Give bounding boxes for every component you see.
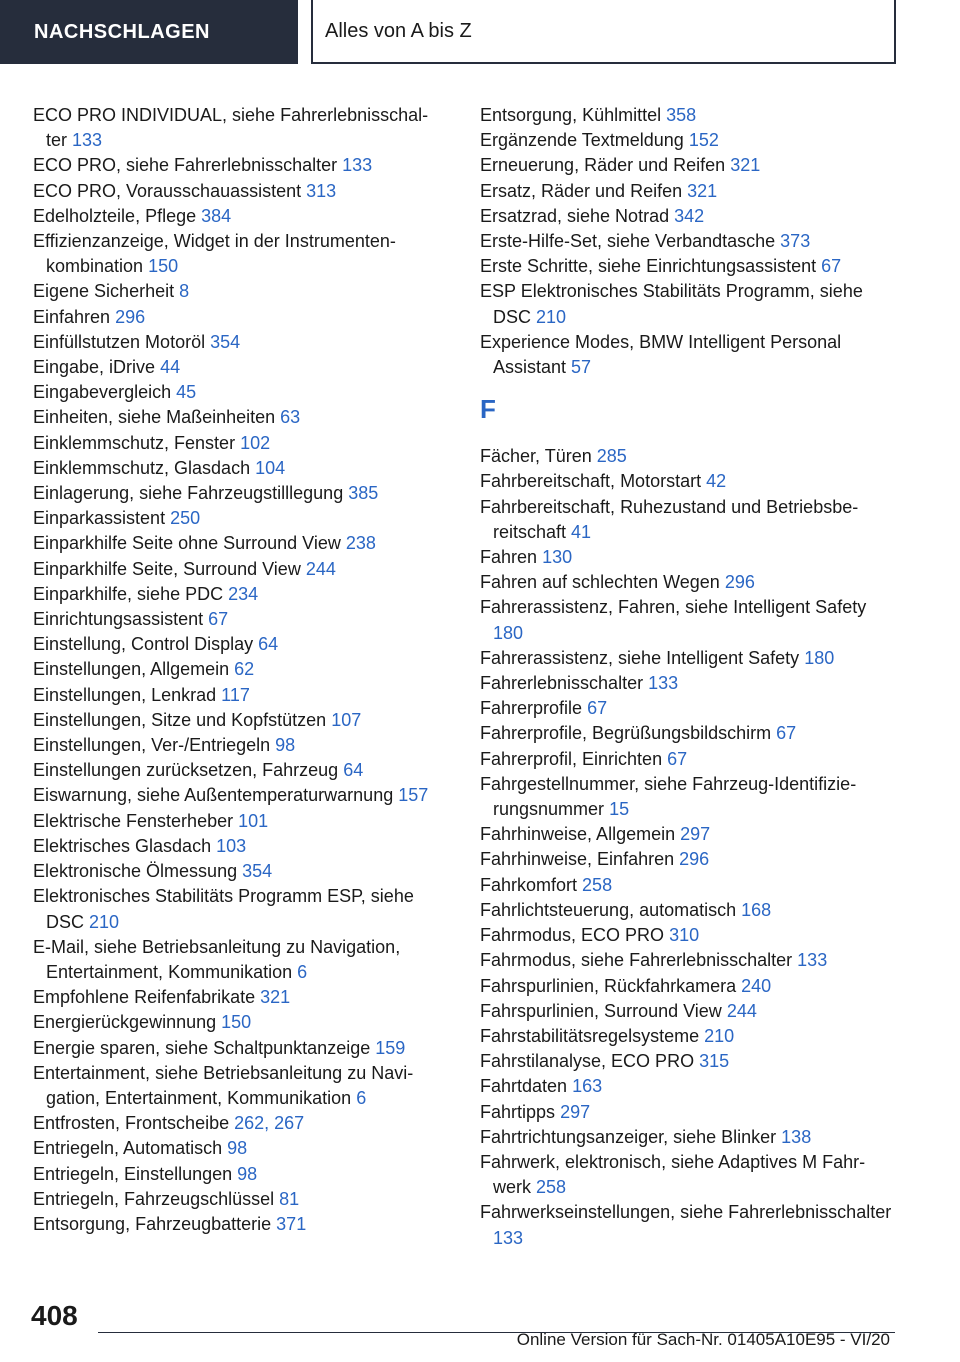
index-entry-term: Fahrgestellnummer, siehe Fahrzeug-Identifizierungsnummer bbox=[480, 773, 857, 820]
index-entry bbox=[33, 1136, 443, 1161]
page-reference-link[interactable]: 133 bbox=[342, 155, 373, 176]
page-reference-link[interactable]: 321 bbox=[730, 155, 761, 176]
index-entry bbox=[33, 279, 443, 304]
index-entry-term: Fahrmodus, siehe Fahrerlebnisschalter bbox=[480, 950, 793, 971]
index-entry-term: Fahrspurlinien, Rückfahrkamera bbox=[480, 975, 737, 996]
page-reference-link[interactable]: 98 bbox=[237, 1163, 258, 1184]
index-entry bbox=[480, 671, 892, 696]
index-entry bbox=[480, 179, 892, 204]
index-entry bbox=[480, 1200, 892, 1250]
index-entry bbox=[480, 204, 892, 229]
index-entry bbox=[33, 305, 443, 330]
index-entry-term: Empfohlene Reifenfabrikate bbox=[33, 987, 256, 1008]
index-entry bbox=[33, 557, 443, 582]
page-reference-link[interactable]: 240 bbox=[741, 975, 772, 996]
page-reference-link[interactable]: 67 bbox=[776, 723, 797, 744]
index-entry-term: E-Mail, siehe Betriebsanleitung zu Navigation, Entertainment, Kommunikation bbox=[33, 936, 401, 982]
letter-heading-f: F bbox=[480, 394, 496, 425]
index-entry bbox=[33, 531, 443, 556]
page-reference-link[interactable]: 133 bbox=[797, 950, 828, 971]
page-reference-link[interactable]: 64 bbox=[343, 760, 364, 781]
page-reference-link[interactable]: 258 bbox=[536, 1177, 567, 1198]
index-column-left bbox=[33, 103, 443, 1237]
page-reference-link[interactable]: 210 bbox=[536, 306, 567, 327]
index-entry bbox=[33, 506, 443, 531]
index-entry bbox=[33, 456, 443, 481]
page-reference-link[interactable]: 244 bbox=[305, 558, 336, 579]
index-entry bbox=[480, 229, 892, 254]
page-reference-link[interactable]: 285 bbox=[596, 446, 627, 467]
page-reference-link[interactable]: 262, 267 bbox=[234, 1113, 305, 1134]
index-entry bbox=[480, 923, 892, 948]
index-entry-term: Einparkassistent bbox=[33, 508, 166, 529]
index-entry-term: Entriegeln, Automatisch bbox=[33, 1138, 223, 1159]
page-reference-link[interactable]: 234 bbox=[228, 583, 259, 604]
index-entry bbox=[480, 1024, 892, 1049]
index-entry-term: Fächer, Türen bbox=[480, 446, 592, 467]
index-entry-term: Fahren auf schlechten Wegen bbox=[480, 572, 720, 593]
index-entry bbox=[33, 431, 443, 456]
index-entry-term: Entsorgung, Fahrzeugbatterie bbox=[33, 1213, 272, 1234]
page-reference-link[interactable]: 104 bbox=[255, 457, 286, 478]
index-entry-term: Einklemmschutz, Fenster bbox=[33, 432, 236, 453]
page-reference-link[interactable]: 6 bbox=[297, 961, 308, 982]
index-entry bbox=[480, 1125, 892, 1150]
page-reference-link[interactable]: 67 bbox=[667, 748, 688, 769]
index-entry-term: Experience Modes, BMW Intelligent Personal Assistant bbox=[480, 331, 842, 378]
index-entry-term: Fahrkomfort bbox=[480, 874, 578, 895]
index-entry bbox=[33, 103, 443, 153]
index-entry-term: Entsorgung, Kühlmittel bbox=[480, 105, 662, 125]
index-entry-term: Fahrerlebnisschalter bbox=[480, 673, 644, 694]
index-entry-term: Einklemmschutz, Glasdach bbox=[33, 457, 251, 478]
page-reference-link[interactable]: 210 bbox=[704, 1025, 735, 1046]
page-reference-link[interactable]: 297 bbox=[560, 1101, 591, 1122]
page-reference-link[interactable]: 296 bbox=[115, 306, 146, 327]
index-entry bbox=[33, 834, 443, 859]
index-entry-term: Erste Schritte, siehe Einrichtungsassistent bbox=[480, 256, 817, 277]
page-reference-link[interactable]: 258 bbox=[582, 874, 613, 895]
index-entry-term: ESP Elektronisches Stabilitäts Programm, siehe DSC bbox=[480, 281, 863, 327]
page-reference-link[interactable]: 244 bbox=[726, 1000, 757, 1021]
page-reference-link[interactable]: 238 bbox=[345, 533, 376, 554]
page-reference-link[interactable]: 42 bbox=[706, 471, 727, 492]
index-entry bbox=[33, 607, 443, 632]
index-entry-term: Fahrlichtsteuerung, automatisch bbox=[480, 899, 737, 920]
page-reference-link[interactable]: 296 bbox=[724, 572, 755, 593]
index-entry-term: Einstellungen, Ver-/Entriegeln bbox=[33, 735, 271, 756]
index-entry-term: Einfahren bbox=[33, 306, 111, 327]
index-entry-term: Entfrosten, Frontscheibe bbox=[33, 1113, 230, 1134]
index-entry bbox=[480, 153, 892, 178]
index-entry bbox=[33, 229, 443, 279]
index-entry bbox=[33, 582, 443, 607]
index-entry-term: Fahrerprofile bbox=[480, 698, 583, 719]
index-entry-term: Elektronisches Stabilitäts Programm ESP, siehe DSC bbox=[33, 886, 414, 932]
index-entry-term: Energie sparen, siehe Schaltpunktanzeige bbox=[33, 1037, 371, 1058]
index-entry bbox=[480, 495, 892, 545]
index-entry-term: Eiswarnung, siehe Außentemperaturwarnung bbox=[33, 785, 394, 806]
index-entry bbox=[480, 254, 892, 279]
index-entry-term: ECO PRO, Vorausschauassistent bbox=[33, 180, 302, 201]
page-reference-link[interactable]: 133 bbox=[648, 673, 679, 694]
index-entry bbox=[480, 847, 892, 872]
page-reference-link[interactable]: 152 bbox=[688, 130, 719, 151]
index-entry-term: Fahrbereitschaft, Ruhezustand und Betriebsbereitschaft bbox=[480, 496, 859, 542]
index-entry bbox=[480, 1074, 892, 1099]
page-reference-link[interactable]: 297 bbox=[680, 824, 711, 845]
index-entry bbox=[33, 859, 443, 884]
index-entry bbox=[33, 985, 443, 1010]
index-entry-term: ECO PRO, siehe Fahrerlebnisschalter bbox=[33, 155, 338, 176]
index-entry bbox=[33, 657, 443, 682]
index-entry-term: Fahrhinweise, Einfahren bbox=[480, 849, 675, 870]
index-entry-term: Edelholzteile, Pflege bbox=[33, 205, 197, 226]
page-reference-link[interactable]: 180 bbox=[493, 622, 524, 643]
index-entry bbox=[33, 481, 443, 506]
index-entry bbox=[33, 1061, 443, 1111]
index-entry bbox=[480, 822, 892, 847]
index-entry-term: Fahrstabilitätsregelsysteme bbox=[480, 1025, 700, 1046]
index-entry bbox=[480, 898, 892, 923]
page-reference-link[interactable]: 67 bbox=[587, 698, 608, 719]
index-entry-term: Ergänzende Textmeldung bbox=[480, 130, 684, 151]
index-entry-term: Eigene Sicherheit bbox=[33, 281, 175, 302]
page-reference-link[interactable]: 315 bbox=[699, 1051, 730, 1072]
page-number: 408 bbox=[31, 1300, 78, 1331]
index-entry bbox=[480, 772, 892, 822]
index-entry bbox=[480, 1150, 892, 1200]
index-entry bbox=[33, 783, 443, 808]
page-reference-link[interactable]: 371 bbox=[276, 1213, 307, 1234]
index-entry-term: Fahrerprofil, Einrichten bbox=[480, 748, 663, 769]
page-reference-link[interactable]: 321 bbox=[260, 987, 291, 1008]
index-entry bbox=[480, 646, 892, 671]
index-entry bbox=[33, 758, 443, 783]
page-reference-link[interactable]: 310 bbox=[669, 925, 700, 946]
page-reference-link[interactable]: 157 bbox=[398, 785, 429, 806]
index-entry bbox=[480, 103, 892, 128]
page-reference-link[interactable]: 130 bbox=[542, 547, 573, 568]
index-entry bbox=[480, 469, 892, 494]
page-reference-link[interactable]: 358 bbox=[666, 105, 697, 125]
page-reference-link[interactable]: 373 bbox=[780, 231, 811, 252]
page-reference-link[interactable]: 342 bbox=[674, 205, 705, 226]
index-entry bbox=[33, 380, 443, 405]
page-reference-link[interactable]: 385 bbox=[348, 483, 379, 504]
index-entry-term: Fahrwerkseinstellungen, siehe Fahrerlebnisschalter bbox=[480, 1202, 892, 1223]
page-reference-link[interactable]: 67 bbox=[821, 256, 842, 277]
page-reference-link[interactable]: 103 bbox=[216, 835, 247, 856]
index-entry bbox=[480, 1100, 892, 1125]
index-entry bbox=[33, 884, 443, 934]
index-entry bbox=[33, 809, 443, 834]
index-entry bbox=[33, 330, 443, 355]
index-entry bbox=[33, 1162, 443, 1187]
page-reference-link[interactable]: 117 bbox=[221, 684, 250, 705]
page-reference-link[interactable]: 163 bbox=[572, 1076, 603, 1097]
index-entry-term: Fahrbereitschaft, Motorstart bbox=[480, 471, 702, 492]
index-entry-term: Entriegeln, Einstellungen bbox=[33, 1163, 233, 1184]
page-reference-link[interactable]: 133 bbox=[493, 1227, 524, 1248]
page-reference-link[interactable]: 296 bbox=[679, 849, 710, 870]
index-entry-term: ECO PRO INDIVIDUAL, siehe Fahrerlebnisschalter bbox=[33, 105, 429, 151]
page-reference-link[interactable]: 354 bbox=[242, 861, 273, 882]
index-entry bbox=[480, 279, 892, 329]
section-tab: NACHSCHLAGEN bbox=[0, 0, 298, 64]
page-reference-link[interactable]: 133 bbox=[72, 130, 103, 151]
index-entry-term: Fahrtipps bbox=[480, 1101, 556, 1122]
index-entry bbox=[33, 204, 443, 229]
online-version-note: Online Version für Sach-Nr. 01405A10E95 - VI/20 bbox=[516, 1330, 890, 1349]
page-reference-link[interactable]: 6 bbox=[356, 1087, 367, 1108]
page-reference-link[interactable]: 102 bbox=[240, 432, 271, 453]
index-entry bbox=[33, 683, 443, 708]
index-entry bbox=[480, 974, 892, 999]
page-reference-link[interactable]: 98 bbox=[275, 735, 296, 756]
page-reference-link[interactable]: 168 bbox=[741, 899, 772, 920]
index-entry bbox=[33, 632, 443, 657]
index-entry bbox=[33, 708, 443, 733]
index-entry-term: Entriegeln, Fahrzeugschlüssel bbox=[33, 1188, 275, 1209]
page-reference-link[interactable]: 101 bbox=[238, 810, 269, 831]
index-entry-term: Einrichtungsassistent bbox=[33, 609, 204, 630]
index-entry bbox=[33, 1111, 443, 1136]
page-reference-link[interactable]: 159 bbox=[375, 1037, 406, 1058]
index-entry-term: Elektrische Fensterheber bbox=[33, 810, 234, 831]
index-entry-term: Einfüllstutzen Motoröl bbox=[33, 331, 206, 352]
index-entry bbox=[480, 128, 892, 153]
index-entry bbox=[33, 733, 443, 758]
index-entry bbox=[480, 444, 892, 469]
index-entry bbox=[480, 873, 892, 898]
index-entry-term: Fahrstilanalyse, ECO PRO bbox=[480, 1051, 695, 1072]
page-reference-link[interactable]: 250 bbox=[170, 508, 201, 529]
index-entry-term: Einheiten, siehe Maßeinheiten bbox=[33, 407, 276, 428]
index-entry-term: Erste-Hilfe-Set, siehe Verbandtasche bbox=[480, 231, 776, 252]
page-reference-link[interactable]: 67 bbox=[208, 609, 229, 630]
index-entry bbox=[480, 330, 892, 380]
index-entry-term: Fahrerassistenz, Fahren, siehe Intelligent Safety bbox=[480, 597, 867, 618]
index-entry bbox=[480, 696, 892, 721]
page-reference-link[interactable]: 354 bbox=[210, 331, 241, 352]
page-reference-link[interactable]: 63 bbox=[280, 407, 301, 428]
page-reference-link[interactable]: 81 bbox=[279, 1188, 300, 1209]
index-entry bbox=[33, 1212, 443, 1237]
index-entry bbox=[480, 721, 892, 746]
index-column-right bbox=[480, 103, 892, 1251]
index-entry bbox=[33, 153, 443, 178]
page-reference-link[interactable]: 150 bbox=[221, 1012, 252, 1033]
index-entry bbox=[480, 545, 892, 570]
index-entry bbox=[33, 355, 443, 380]
index-entry-term: Fahrtdaten bbox=[480, 1076, 568, 1097]
index-entry bbox=[480, 595, 892, 645]
page-reference-link[interactable]: 321 bbox=[687, 180, 718, 201]
page-reference-link[interactable]: 150 bbox=[148, 256, 179, 277]
index-entry bbox=[480, 570, 892, 595]
index-entry-term: Einparkhilfe Seite, Surround View bbox=[33, 558, 301, 579]
index-entry bbox=[33, 1036, 443, 1061]
index-entry-term: Fahrerassistenz, siehe Intelligent Safety bbox=[480, 647, 800, 668]
index-entry-term: Elektronische Ölmessung bbox=[33, 861, 238, 882]
index-entry-term: Einlagerung, siehe Fahrzeugstilllegung bbox=[33, 483, 344, 504]
index-entry-term: Fahrerprofile, Begrüßungsbildschirm bbox=[480, 723, 772, 744]
index-entry-term: Fahrhinweise, Allgemein bbox=[480, 824, 676, 845]
index-entry-term: Fahrwerk, elektronisch, siehe Adaptives M Fahrwerk bbox=[480, 1151, 866, 1198]
index-entry-term: Entertainment, siehe Betriebsanleitung zu Navigation, Entertainment, Kommunikation bbox=[33, 1062, 414, 1108]
index-entry-term: Ersatzrad, siehe Notrad bbox=[480, 205, 670, 226]
index-entry-term: Einparkhilfe, siehe PDC bbox=[33, 583, 224, 604]
index-entry-term: Einstellungen zurücksetzen, Fahrzeug bbox=[33, 760, 339, 781]
index-entry-term: Eingabevergleich bbox=[33, 382, 172, 403]
index-entry-term: Erneuerung, Räder und Reifen bbox=[480, 155, 726, 176]
index-entry-term: Fahren bbox=[480, 547, 538, 568]
index-entry-term: Effizienzanzeige, Widget in der Instrumentenkombination bbox=[33, 231, 396, 277]
index-entry bbox=[33, 179, 443, 204]
index-entry bbox=[480, 948, 892, 973]
index-entry-term: Fahrtrichtungsanzeiger, siehe Blinker bbox=[480, 1126, 777, 1147]
index-entry bbox=[33, 405, 443, 430]
index-entry-term: Einparkhilfe Seite ohne Surround View bbox=[33, 533, 341, 554]
page-reference-link[interactable]: 44 bbox=[160, 357, 181, 378]
page-reference-link[interactable]: 210 bbox=[89, 911, 120, 932]
page-reference-link[interactable]: 384 bbox=[201, 205, 232, 226]
index-entry bbox=[33, 1010, 443, 1035]
index-entry bbox=[480, 999, 892, 1024]
index-entry-term: Fahrspurlinien, Surround View bbox=[480, 1000, 722, 1021]
index-entry-term: Fahrmodus, ECO PRO bbox=[480, 925, 665, 946]
index-entry-term: Ersatz, Räder und Reifen bbox=[480, 180, 683, 201]
index-entry bbox=[33, 935, 443, 985]
page-reference-link[interactable]: 107 bbox=[331, 709, 362, 730]
index-entry bbox=[33, 1187, 443, 1212]
page-reference-link[interactable]: 8 bbox=[179, 281, 190, 302]
page-reference-link[interactable]: 64 bbox=[258, 634, 279, 655]
index-entry-term: Einstellungen, Sitze und Kopfstützen bbox=[33, 709, 327, 730]
index-entry-term: Einstellungen, Allgemein bbox=[33, 659, 230, 680]
index-entry-term: Eingabe, iDrive bbox=[33, 357, 156, 378]
page-reference-link[interactable]: 98 bbox=[227, 1138, 248, 1159]
index-entry-term: Einstellung, Control Display bbox=[33, 634, 254, 655]
page-reference-link[interactable]: 62 bbox=[234, 659, 255, 680]
chapter-title: Alles von A bis Z bbox=[311, 0, 896, 64]
page-reference-link[interactable]: 45 bbox=[176, 382, 197, 403]
page-reference-link[interactable]: 313 bbox=[306, 180, 337, 201]
page-reference-link[interactable]: 41 bbox=[571, 521, 592, 542]
index-entry-term: Einstellungen, Lenkrad bbox=[33, 684, 217, 705]
page-reference-link[interactable]: 138 bbox=[781, 1126, 812, 1147]
index-entry-term: Energierückgewinnung bbox=[33, 1012, 217, 1033]
index-entry bbox=[480, 1049, 892, 1074]
index-entry-term: Elektrisches Glasdach bbox=[33, 835, 212, 856]
page-reference-link[interactable]: 15 bbox=[609, 799, 630, 820]
page-reference-link[interactable]: 180 bbox=[804, 647, 835, 668]
page-reference-link[interactable]: 57 bbox=[571, 357, 592, 378]
index-entry bbox=[480, 747, 892, 772]
